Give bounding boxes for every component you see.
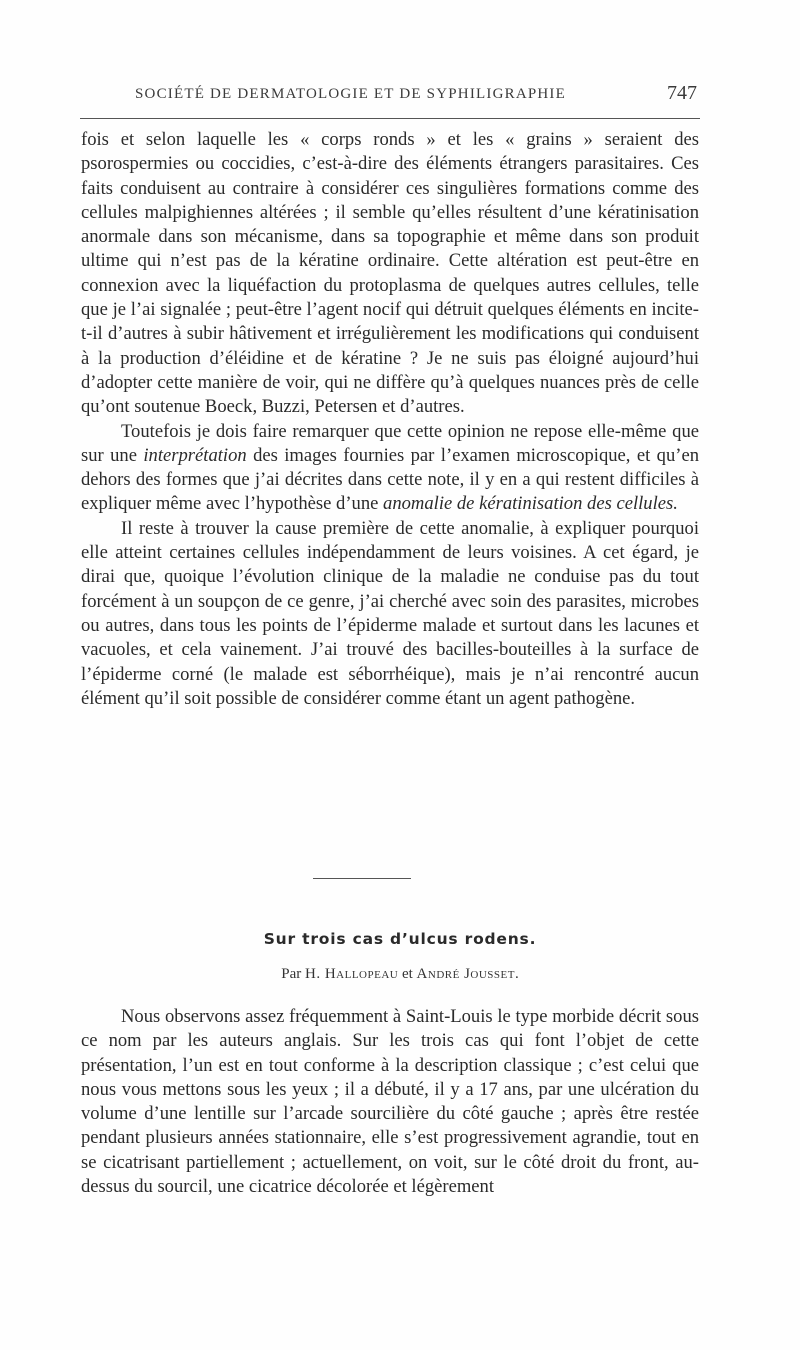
paragraph-text: des images fournies par l’examen microscopique, et qu’en dehors des formes que j’ai décrites dans cette note, il y en a qui restent difficiles à expliquer même avec l’hypothèse d’une: [81, 444, 699, 515]
paragraph-text: fois et selon laquelle les « corps ronds » et les « grains » seraient des psorospermies ou coccidies, c’est-à-dire des éléments étrangers parasitaires. Ces faits conduisent au contraire à considérer ces singulières formations comme des cellules malpighiennes altérées ; il semble qu’elles résultent d’une kératinisation anormale dans son mécanisme, dans sa topographie et même dans son produit ultime qui n’est pas de la kératine ordinaire. Cette altération est peut-être en connexion avec la liquéfaction du protoplasma de quelques autres cellules, telle que je l’ai signalée ; peut-être l’agent nocif qui détruit quelques éléments en incite-t-il d’autres à subir hâtivement et irrégulièrement les modifications qui conduisent à la production d’éléidine et de kératine ? Je ne suis pas éloigné aujourd’hui d’adopter cette manière de voir, qui ne diffère qu’à quelques nuances près de celle qu’ont soutenue Boeck, Buzzi, Petersen et d’autres.: [81, 129, 699, 418]
paragraph-opening: [81, 1005, 699, 1199]
italic-term-anomalie: anomalie de kératinisation des cellules.: [383, 493, 678, 515]
paragraph-text: Toutefois je dois faire remarquer que cette opinion ne repose elle-même que sur une: [81, 420, 699, 466]
article-title: Sur trois cas d’ulcus rodens.: [263, 930, 537, 948]
paragraph-text: Nous observons assez fréquemment à Saint-Louis le type morbide décrit sous ce nom par les auteurs anglais. Sur les trois cas qui font l’objet de cette présentation, l’un est en tout conforme à la description classique ; c’est celui que nous vous mettons sous les yeux ; il a débuté, il y a 17 ans, par une ulcération du volume d’une lentille sur l’arcade sourcilière du côté gauche ; après être restée pendant plusieurs années stationnaire, elle s’est progressivement agrandie, tout en se cicatrisant partiellement ; actuellement, on voit, sur le côté droit du front, au-dessus du sourcil, une cicatrice décolorée et légèrement: [81, 1006, 699, 1198]
byline-conjunction: et: [398, 966, 417, 982]
section-divider: [313, 878, 411, 879]
paragraph-continued: [81, 128, 699, 420]
article-byline: [0, 966, 800, 983]
byline-prefix: Par: [281, 966, 305, 982]
paragraph-interpretation: [81, 420, 699, 517]
header-rule: [80, 118, 700, 119]
running-head: [80, 82, 700, 108]
author-name: H. Hallopeau: [305, 966, 399, 982]
paragraph-cause: [81, 517, 699, 711]
paragraph-text: Il reste à trouver la cause première de cette anomalie, à expliquer pourquoi elle atteint certaines cellules indépendamment de leurs voisines. A cet égard, je dirai que, quoique l’évolution clinique de la maladie ne conduise pas du tout forcément à un soupçon de ce genre, j’ai cherché avec soin des parasites, microbes ou autres, dans tous les points de l’épiderme malade et surtout dans les lacunes et vacuoles, et cela vainement. J’ai trouvé des bacilles-bouteilles à la surface de l’épiderme corné (le malade est séborrhéique), mais je n’ai rencontré aucun élément qu’il soit possible de considérer comme étant un agent pathogène.: [81, 517, 699, 709]
italic-term-interpretation: interprétation: [143, 444, 247, 466]
new-article-text: [81, 1005, 699, 1199]
author-name: André Jousset: [416, 966, 515, 982]
page-number: 747: [667, 82, 697, 104]
continued-article-text: [81, 128, 699, 711]
byline-suffix: .: [514, 966, 519, 982]
running-title: SOCIÉTÉ DE DERMATOLOGIE ET DE SYPHILIGRAPHIE: [135, 86, 566, 102]
